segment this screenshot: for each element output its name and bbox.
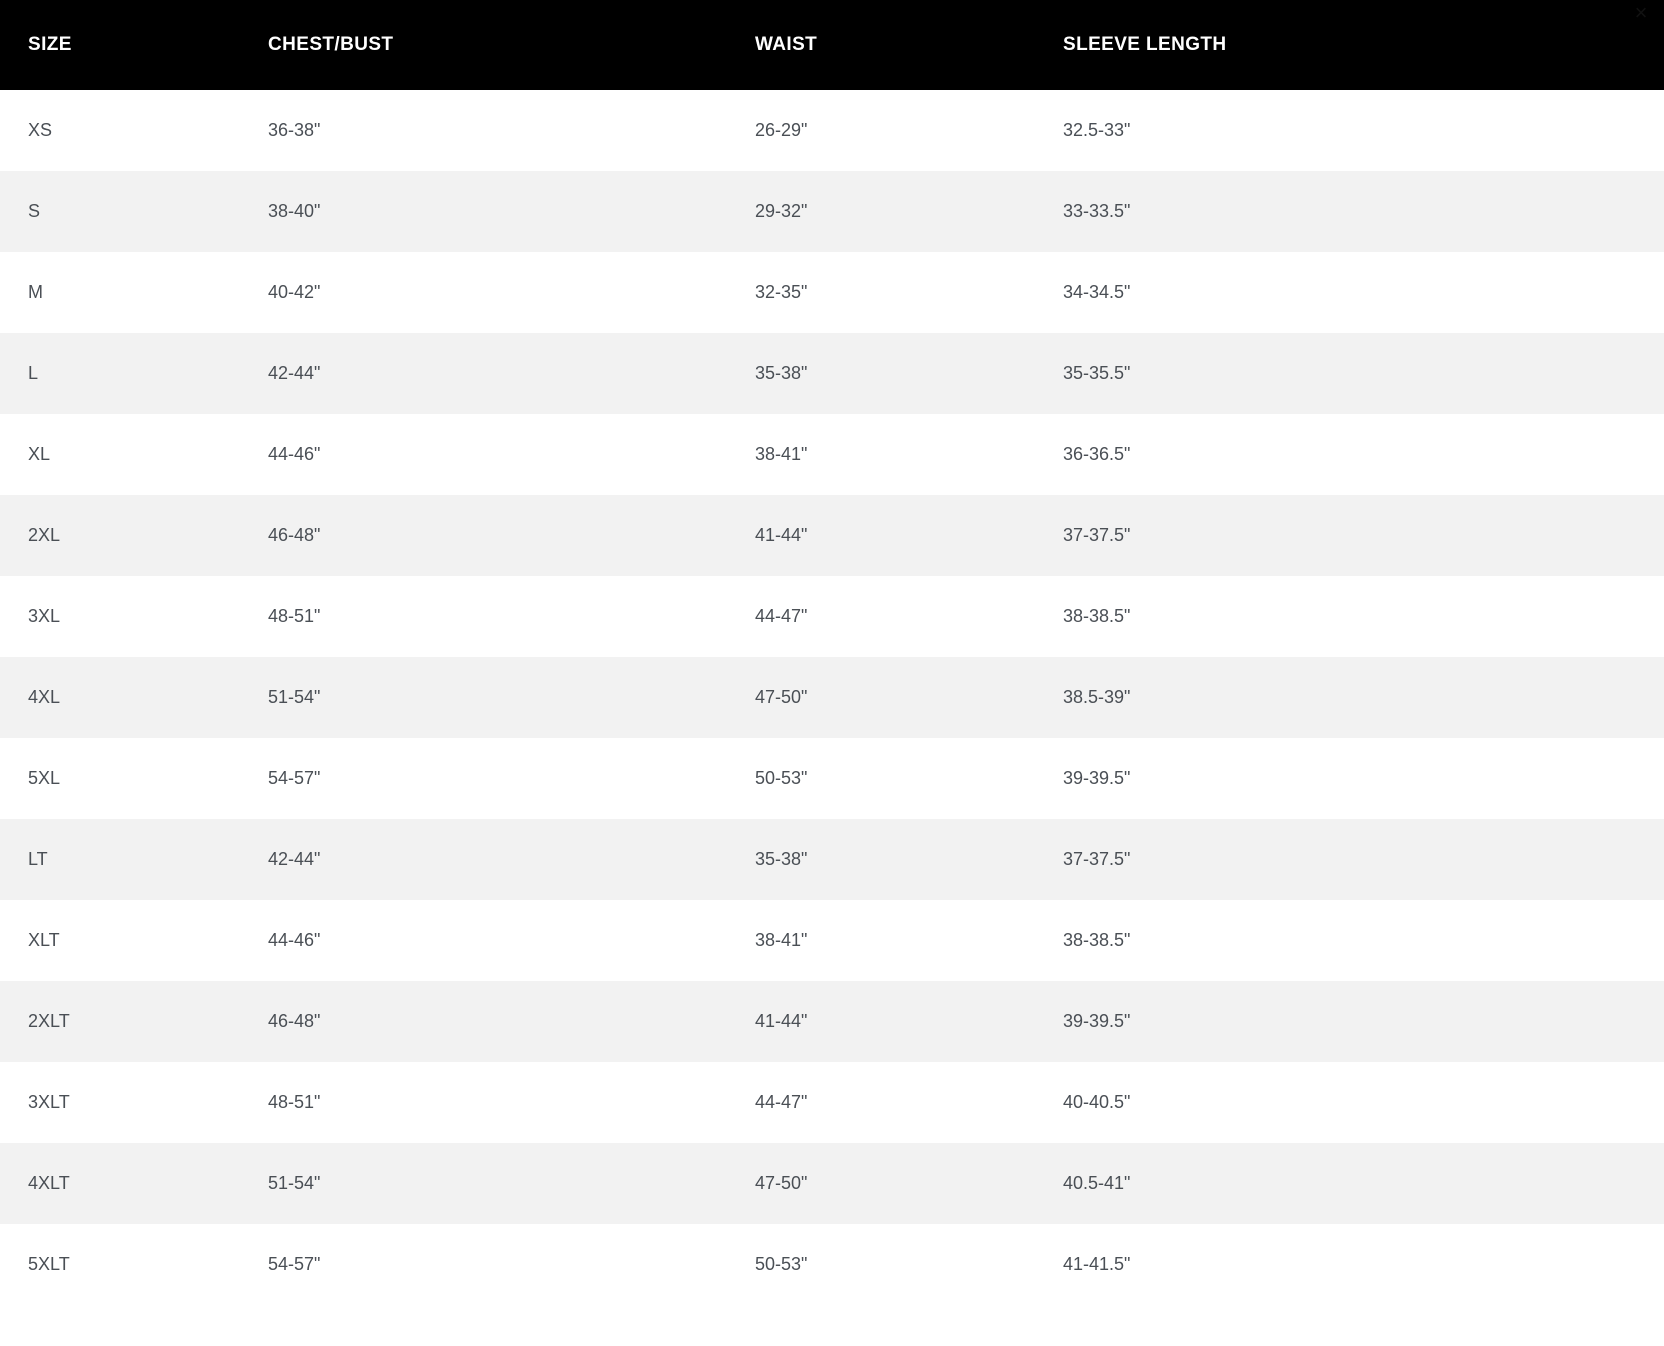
- cell-size: 4XL: [0, 657, 268, 738]
- cell-waist: 47-50": [755, 1143, 1063, 1224]
- cell-waist: 26-29": [755, 120, 808, 140]
- cell-waist: 50-53": [755, 768, 808, 788]
- cell-waist: 47-50": [755, 657, 1063, 738]
- table-row: [0, 171, 1664, 252]
- cell-size: 2XLT: [0, 981, 268, 1062]
- cell-chest: 44-46": [268, 930, 321, 950]
- cell-chest: 48-51": [268, 606, 321, 626]
- cell-size: 4XLT: [0, 1143, 268, 1224]
- cell-waist: 38-41": [755, 444, 808, 464]
- table-row: [0, 1062, 1664, 1143]
- cell-size: 3XL: [28, 606, 61, 626]
- cell-waist: 38-41": [755, 930, 808, 950]
- cell-sleeve: 37-37.5": [1063, 819, 1664, 900]
- table-row: [0, 1224, 1664, 1305]
- cell-sleeve: 37-37.5": [1063, 495, 1664, 576]
- cell-size: XL: [28, 444, 51, 464]
- table-row: [0, 981, 1664, 1062]
- table-row: [0, 414, 1664, 495]
- cell-size: LT: [0, 819, 268, 900]
- table-row: [0, 657, 1664, 738]
- table-row: [0, 90, 1664, 171]
- table-row: [0, 576, 1664, 657]
- table-row: [0, 900, 1664, 981]
- cell-chest: 46-48": [268, 495, 755, 576]
- cell-sleeve: 38.5-39": [1063, 657, 1664, 738]
- cell-waist: 32-35": [755, 282, 808, 302]
- column-header-waist: WAIST: [755, 0, 1063, 90]
- cell-waist: 41-44": [755, 495, 1063, 576]
- cell-size: S: [0, 171, 268, 252]
- cell-sleeve: 39-39.5": [1063, 981, 1664, 1062]
- cell-size: XLT: [28, 930, 60, 950]
- cell-waist: 35-38": [755, 333, 1063, 414]
- cell-size: 5XL: [28, 768, 61, 788]
- cell-sleeve: 38-38.5": [1063, 930, 1131, 950]
- cell-chest: 46-48": [268, 981, 755, 1062]
- cell-size: 2XL: [0, 495, 268, 576]
- cell-chest: 44-46": [268, 444, 321, 464]
- cell-sleeve: 38-38.5": [1063, 606, 1131, 626]
- cell-size: M: [28, 282, 43, 302]
- table-header: [0, 0, 1664, 90]
- cell-chest: 42-44": [268, 819, 755, 900]
- cell-chest: 51-54": [268, 1143, 755, 1224]
- table-row: [0, 1143, 1664, 1224]
- cell-sleeve: 34-34.5": [1063, 282, 1131, 302]
- cell-sleeve: 32.5-33": [1063, 120, 1131, 140]
- table-header-row: [0, 0, 1664, 90]
- cell-waist: 44-47": [755, 606, 808, 626]
- cell-chest: 40-42": [268, 282, 321, 302]
- column-header-size: SIZE: [0, 0, 268, 90]
- table-row: [0, 738, 1664, 819]
- table-body: [0, 90, 1664, 1305]
- cell-chest: 51-54": [268, 657, 755, 738]
- table-row: [0, 333, 1664, 414]
- cell-sleeve: 40-40.5": [1063, 1092, 1131, 1112]
- cell-chest: 54-57": [268, 768, 321, 788]
- column-header-chest: CHEST/BUST: [268, 0, 755, 90]
- cell-sleeve: 39-39.5": [1063, 768, 1131, 788]
- cell-waist: 35-38": [755, 819, 1063, 900]
- cell-chest: 48-51": [268, 1092, 321, 1112]
- cell-size: 3XLT: [28, 1092, 70, 1112]
- cell-sleeve: 36-36.5": [1063, 444, 1131, 464]
- cell-chest: 36-38": [268, 120, 321, 140]
- table-row: [0, 495, 1664, 576]
- cell-waist: 41-44": [755, 981, 1063, 1062]
- table-row: [0, 819, 1664, 900]
- column-header-sleeve: SLEEVE LENGTH: [1063, 0, 1664, 90]
- cell-chest: 38-40": [268, 171, 755, 252]
- cell-size: 5XLT: [28, 1254, 70, 1274]
- close-icon[interactable]: ×: [1628, 0, 1654, 26]
- cell-chest: 42-44": [268, 333, 755, 414]
- cell-waist: 44-47": [755, 1092, 808, 1112]
- cell-sleeve: 35-35.5": [1063, 333, 1664, 414]
- cell-sleeve: 41-41.5": [1063, 1254, 1131, 1274]
- cell-sleeve: 40.5-41": [1063, 1143, 1664, 1224]
- cell-chest: 54-57": [268, 1254, 321, 1274]
- cell-size: XS: [28, 120, 53, 140]
- table-row: [0, 252, 1664, 333]
- cell-waist: 50-53": [755, 1254, 808, 1274]
- cell-waist: 29-32": [755, 171, 1063, 252]
- cell-size: L: [0, 333, 268, 414]
- cell-sleeve: 33-33.5": [1063, 171, 1664, 252]
